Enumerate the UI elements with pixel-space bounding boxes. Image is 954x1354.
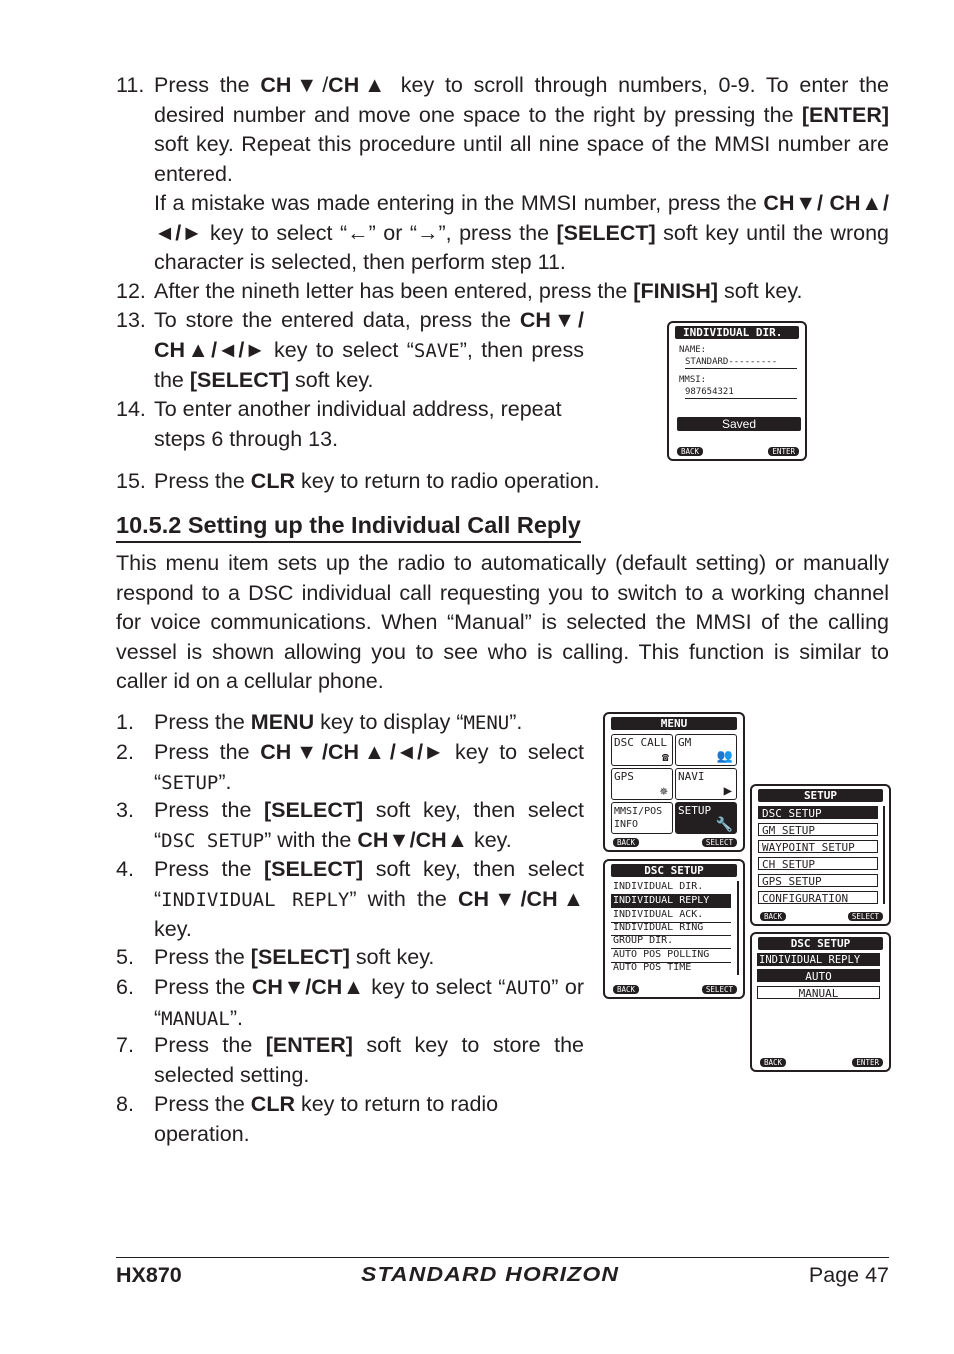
- back-softkey[interactable]: BACK: [613, 838, 639, 847]
- group-icon: 👥: [716, 749, 733, 764]
- step-11-note: [154, 189, 889, 278]
- section-paragraph: This menu item sets up the radio to automatically (default setting) or manually respond to a DSC individual call requesting you to switch to a working channel for voice communications. When “Manual” is selected the MMSI of the calling vessel is shown allowing you to see who is calling. This function is similar to caller id on a cellular phone.: [116, 551, 889, 693]
- brand-logo: STANDARD HORIZON: [361, 1264, 620, 1286]
- section-heading: 10.5.2 Setting up the Individual Call Reply: [116, 511, 581, 543]
- step-number: 1.: [116, 710, 134, 734]
- select-softkey[interactable]: SELECT: [702, 838, 737, 847]
- step-number: 7.: [116, 1033, 134, 1057]
- step-number: 4.: [116, 857, 134, 881]
- list-item[interactable]: AUTO POS POLLING: [611, 949, 731, 963]
- name-label: NAME:: [679, 345, 707, 355]
- list-item[interactable]: GROUP DIR.: [611, 935, 731, 949]
- name-value: STANDARD---------: [685, 357, 797, 369]
- step-number: 5.: [116, 945, 134, 969]
- back-softkey[interactable]: BACK: [613, 985, 639, 994]
- step-number: 6.: [116, 975, 134, 999]
- model-name: HX870: [116, 1263, 182, 1287]
- screen-title: MENU: [611, 717, 737, 730]
- option-auto[interactable]: AUTO: [757, 969, 880, 982]
- tile-dsc-call[interactable]: DSC CALL ☎: [611, 734, 673, 766]
- select-softkey[interactable]: SELECT: [702, 985, 737, 994]
- step-number: 12.: [116, 279, 146, 303]
- step-text: Press the [SELECT] soft key, then select “DSC SETUP” with the CH▼/CH▲ key.: [154, 798, 584, 852]
- wrench-icon: 🔧: [715, 817, 733, 833]
- step-text: Press the CH▼/CH▲/◄/► key to select “SETUP”.: [154, 740, 584, 794]
- list-item[interactable]: WAYPOINT SETUP: [758, 840, 878, 853]
- dsc-setup-screen: [603, 859, 745, 999]
- individual-dir-screen: [667, 321, 807, 461]
- select-softkey[interactable]: SELECT: [848, 912, 883, 921]
- list-item[interactable]: GPS SETUP: [758, 874, 878, 887]
- step-number: 13.: [116, 308, 146, 332]
- step-text: To enter another individual address, repeat steps 6 through 13.: [154, 397, 562, 451]
- list-item[interactable]: INDIVIDUAL RING: [611, 922, 731, 936]
- step-text: Press the [SELECT] soft key.: [154, 945, 435, 969]
- tile-mmsi-pos-info[interactable]: MMSI/POS INFO: [611, 802, 673, 834]
- page-number: Page 47: [808, 1263, 889, 1287]
- step-number: 11.: [116, 73, 145, 97]
- footer-rule: [116, 1257, 889, 1258]
- menu-screen: [603, 712, 745, 852]
- tile-setup[interactable]: SETUP 🔧: [675, 802, 737, 834]
- step-text: Press the CLR key to return to radio operation.: [154, 469, 600, 493]
- phone-icon: ☎: [661, 750, 669, 764]
- screen-title: DSC SETUP: [611, 864, 737, 877]
- back-softkey[interactable]: BACK: [760, 912, 786, 921]
- step-text: Press the CLR key to return to radio operation.: [154, 1092, 499, 1146]
- back-softkey[interactable]: BACK: [760, 1058, 786, 1067]
- step-text: After the nineth letter has been entered, press the [FINISH] soft key.: [154, 279, 803, 303]
- option-manual[interactable]: MANUAL: [757, 986, 880, 999]
- enter-softkey[interactable]: ENTER: [852, 1058, 883, 1067]
- step-number: 3.: [116, 798, 134, 822]
- tile-gm[interactable]: GM 👥: [675, 734, 737, 766]
- back-softkey[interactable]: BACK: [677, 447, 703, 456]
- step-text: Press the [ENTER] soft key to store the selected setting.: [154, 1033, 584, 1087]
- step-number: 15.: [116, 469, 146, 493]
- screen-subtitle: INDIVIDUAL REPLY: [757, 953, 880, 966]
- enter-softkey[interactable]: ENTER: [768, 447, 799, 456]
- screen-title: SETUP: [758, 789, 883, 802]
- individual-reply-screen: [750, 932, 891, 1072]
- screen-title: DSC SETUP: [758, 937, 883, 950]
- satellite-icon: ✵: [659, 783, 668, 799]
- list-item[interactable]: INDIVIDUAL ACK.: [611, 909, 731, 923]
- step-number: 2.: [116, 740, 134, 764]
- step-text: Press the CH▼/CH▲ key to select “AUTO” or “MANUAL”.: [154, 975, 585, 1030]
- mmsi-label: MMSI:: [679, 375, 707, 385]
- scrollbar[interactable]: [737, 881, 739, 975]
- step-text: Press the [SELECT] soft key, then select “INDIVIDUAL REPLY” with the CH▼/CH▲ key.: [154, 857, 585, 941]
- list-item[interactable]: CH SETUP: [758, 857, 878, 870]
- tile-navi[interactable]: NAVI ▶: [675, 768, 737, 800]
- mmsi-value: 987654321: [685, 387, 797, 399]
- step-number: 14.: [116, 397, 146, 421]
- step-text: If a mistake was made entering in the MMSI number, press the CH▼/ CH▲/◄/► key to select “←” or “→”, press the [SELECT] soft key until the wrong character is selected, then perform step 11.: [154, 191, 889, 274]
- list-item[interactable]: CONFIGURATION: [758, 891, 878, 904]
- saved-banner: Saved: [677, 417, 801, 431]
- step-text: Press the CH▼/CH▲ key to scroll through numbers, 0-9. To enter the desired number and move one space to the right by pressing the [ENTER] soft key. Repeat this procedure until all nine space of the MMSI number are entered.: [154, 73, 889, 186]
- tile-gps[interactable]: GPS ✵: [611, 768, 673, 800]
- list-item[interactable]: INDIVIDUAL DIR.: [611, 881, 731, 895]
- step-text: To store the entered data, press the CH▼/ CH▲/◄/► key to select “SAVE”, then press the [SELECT] soft key.: [154, 308, 585, 392]
- step-text: Press the MENU key to display “MENU”.: [154, 710, 523, 734]
- list-item-selected[interactable]: INDIVIDUAL REPLY: [611, 895, 731, 908]
- screen-title: INDIVIDUAL DIR.: [675, 326, 799, 339]
- setup-screen: [750, 784, 891, 926]
- scrollbar[interactable]: [883, 806, 885, 904]
- navigation-icon: ▶: [723, 783, 732, 799]
- list-item-selected[interactable]: DSC SETUP: [758, 806, 878, 819]
- step-number: 8.: [116, 1092, 134, 1116]
- list-item[interactable]: GM SETUP: [758, 823, 878, 836]
- list-item[interactable]: AUTO POS TIME: [613, 962, 692, 973]
